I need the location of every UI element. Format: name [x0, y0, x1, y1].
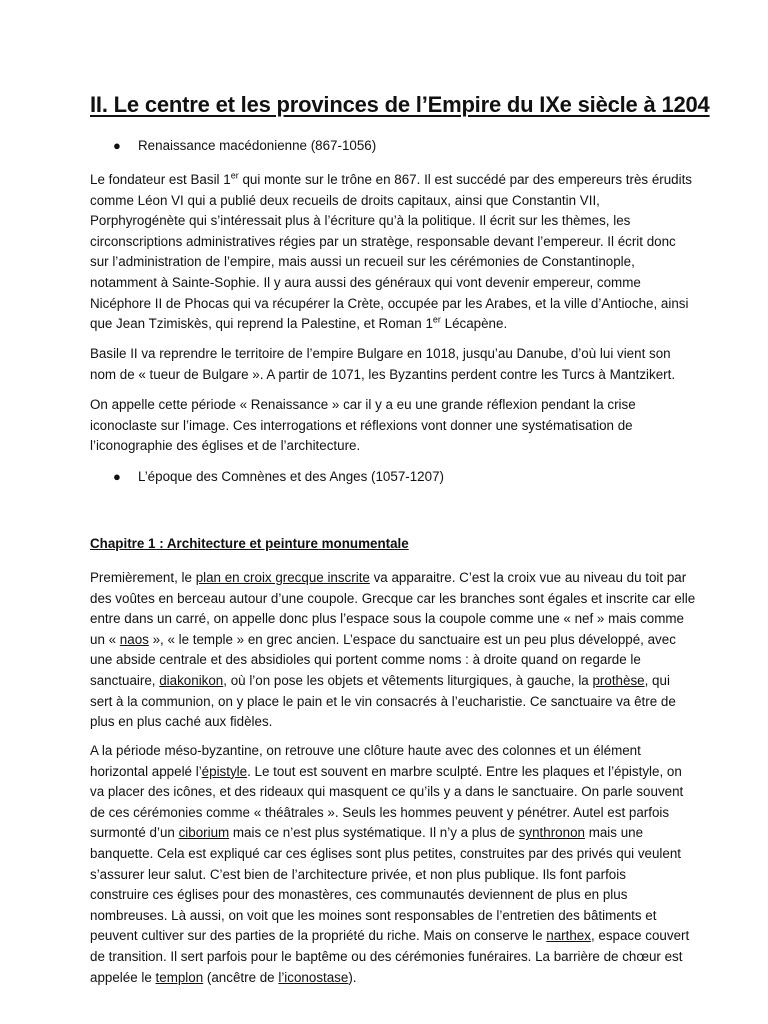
text-line: On appelle cette période « Renaissance » car il y a eu une grande réflexion pendant la crise	[90, 397, 636, 412]
bullet-text: L’époque des Comnènes et des Anges (1057-1207)	[138, 469, 444, 484]
text-line: Nicéphore II de Phocas qui va récupérer la Crète, occupée par les Arabes, et la ville d’Antioche, ainsi	[90, 295, 689, 311]
text-line: banquette. Cela est expliqué car ces églises sont plus petites, construites par des privés qui veulent	[90, 845, 682, 861]
text-run: Premièrement, le	[90, 570, 196, 585]
text-run: , espace couvert	[590, 928, 690, 944]
superscript: er	[230, 170, 239, 181]
text-line: une abside centrale et des absidioles qui portent comme noms : à droite quand on regarde le	[90, 652, 641, 668]
text-run: ).	[348, 969, 357, 985]
text-line: circonscriptions administratives régies par un stratège, responsable devant l’empereur. Il écrit donc	[90, 233, 676, 249]
text-run: mais une	[584, 825, 644, 841]
text-line: construire ces églises pour des monastères, ces communautés deviennent de plus en plus	[90, 887, 628, 903]
term-epistyle: épistyle	[201, 763, 248, 779]
chapter-heading: Chapitre 1 : Architecture et peinture monumentale	[90, 536, 409, 551]
text-run: (ancêtre de	[203, 969, 279, 985]
bullet-dot-icon: ●	[113, 469, 121, 484]
term-iconostase: l’iconostase	[278, 969, 349, 985]
text-line: Porphyrogénète qui s’intéressait plus à l’écriture qu’à la politique. Il écrit sur les thèmes, les	[90, 213, 631, 229]
text-line: comme Léon VI qui a publié deux recueils de droits capitaux, ainsi que Constantin VII,	[90, 192, 600, 208]
text-run: . Le tout est souvent en marbre sculpté. Entre les plaques et l’épistyle, on	[247, 763, 682, 779]
term-ciborium: ciborium	[178, 825, 230, 841]
text-line: entre dans un carré, on appelle donc plus l’espace sous la coupole comme une « nef » mais comme	[90, 611, 684, 627]
text-line: A la période méso-byzantine, on retrouve une clôture haute avec des colonnes et un élément	[90, 743, 641, 758]
text-line: sur l’administration de l’empire, mais aussi un recueil sur les cérémonies de Constantinople,	[90, 254, 635, 270]
text-run: qui monte sur le trône en 867. Il est succédé par des empereurs très érudits	[238, 172, 693, 187]
paragraph-basile	[90, 344, 710, 385]
text-line: nom de « tueur de Bulgare ». A partir de 1071, les Byzantins perdent contre les Turcs à Mantzikert.	[90, 366, 676, 382]
text-line: sert à la communion, on y place le pain et le vin consacrés à l’eucharistie. Ce sanctuaire va être de	[90, 693, 676, 709]
text-run: Le fondateur est Basil 1	[90, 172, 231, 187]
text-run: », « le temple » en grec ancien. L’espace du sanctuaire est un peu plus développé, avec	[148, 631, 676, 647]
text-run: un «	[90, 631, 120, 647]
term-narthex: narthex	[546, 928, 591, 944]
text-run: va apparaitre. C’est la croix vue au niveau du toit par	[369, 570, 687, 585]
text-run: surmonté d’un	[90, 825, 179, 841]
text-run: appelée le	[90, 969, 156, 985]
paragraph-renaissance	[90, 395, 710, 457]
term-prothese: prothèse	[592, 672, 645, 688]
bullet-item-renaissance	[113, 138, 376, 153]
paragraph-plan-croix	[90, 568, 710, 733]
bullet-item-comnenes	[113, 469, 444, 484]
text-line: va placer des icônes, et des rideaux qui masquent ce qu’ils y a dans le sanctuaire. On parle souvent	[90, 784, 684, 800]
text-line: l’iconographie des églises et de l’architecture.	[90, 438, 361, 454]
paragraph-fondateur	[90, 170, 710, 335]
text-run: sanctuaire,	[90, 672, 160, 688]
text-line: Basile II va reprendre le territoire de l’empire Bulgare en 1018, jusqu’au Danube, d’où lui vient son	[90, 346, 671, 361]
text-run: mais ce n’est plus systématique. Il n’y a plus de	[229, 825, 519, 841]
term-plan-croix-grecque: plan en croix grecque inscrite	[195, 570, 370, 585]
superscript: er	[432, 314, 441, 325]
text-line: de ces cérémonies comme « théâtrales ». Seuls les hommes peuvent y pénétrer. Autel est parfois	[90, 804, 670, 820]
bullet-text: Renaissance macédonienne (867-1056)	[138, 138, 377, 153]
term-naos: naos	[119, 631, 149, 647]
text-line: plus en plus caché aux fidèles.	[90, 714, 273, 730]
text-line: nombreuses. Là aussi, on voit que les moines sont responsables de l’entretien des bâtiments et	[90, 907, 657, 923]
text-run: , qui	[644, 672, 670, 688]
text-line: notamment à Sainte-Sophie. Il y aura aussi des généraux qui vont devenir empereur, comme	[90, 274, 641, 290]
bullet-dot-icon: ●	[113, 138, 121, 153]
text-line: des voûtes en berceau autour d’une coupole. Grecque car les branches sont égales et inscrite car elle	[90, 590, 696, 606]
term-diakonikon: diakonikon	[159, 672, 224, 688]
text-line: iconoclaste sur l’image. Ces interrogations et réflexions vont donner une systématisation de	[90, 417, 633, 433]
term-templon: templon	[155, 969, 204, 985]
text-run: horizontal appelé l’	[90, 763, 202, 779]
text-line: de transition. Il sert parfois pour le baptême ou des cérémonies funéraires. La barrière de chœur est	[90, 948, 683, 964]
text-run: que Jean Tzimiskès, qui reprend la Palestine, et Roman 1	[90, 316, 433, 332]
text-run: peuvent cultiver sur des parties de la propriété du riche. Mais on conserve le	[90, 928, 547, 944]
term-synthronon: synthronon	[518, 825, 585, 841]
paragraph-meso-byzantine	[90, 741, 710, 988]
text-line: s’assurer leur salut. C’est bien de l’architecture privée, et non plus publique. Ils font parfois	[90, 866, 626, 882]
section-title: II. Le centre et les provinces de l’Empire du IXe siècle à 1204	[90, 92, 710, 117]
text-run: Lécapène.	[440, 316, 508, 332]
text-run: , où l’on pose les objets et vêtements liturgiques, à gauche, la	[223, 672, 593, 688]
